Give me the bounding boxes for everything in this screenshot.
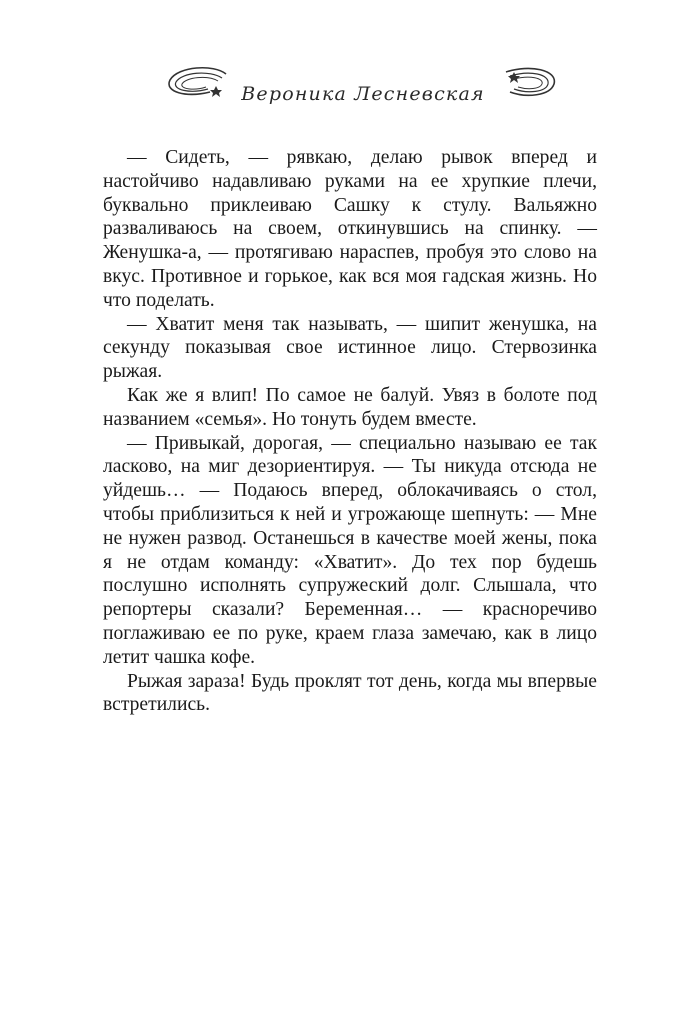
swirl-star-icon: [500, 66, 560, 102]
paragraph: — Хватит меня так называть, — шипит женушка, на секунду показывая свое истинное лицо. Стервозинка рыжая.: [103, 313, 597, 383]
swirl-star-icon: [164, 66, 234, 102]
body-text: [103, 146, 597, 717]
paragraph: Как же я влип! По самое не балуй. Увяз в болоте под названием «семья». Но тонуть будем вместе.: [103, 384, 597, 430]
author-name: Вероника Лесневская: [241, 83, 485, 105]
paragraph: — Привыкай, дорогая, — специально называю ее так ласково, на миг дезориентируя. — Ты никуда отсюда не уйдешь… — Подаюсь вперед, облокачиваясь о стол, чтобы приблизиться к ней и угрожающе шепнуть: — Мне не нужен развод. Останешься в качестве моей жены, пока я не отдам команду: «Хватит». До тех пор будешь послушно исполнять супружеский долг. Слышала, что репортеры сказали? Беременная… — красноречиво поглаживаю ее по руке, краем глаза замечаю, как в лицо летит чашка кофе.: [103, 432, 597, 668]
running-header: [150, 66, 560, 126]
paragraph: Рыжая зараза! Будь проклят тот день, когда мы впервые встретились.: [103, 670, 597, 716]
paragraph: — Сидеть, — рявкаю, делаю рывок вперед и настойчиво надавливаю руками на ее хрупкие плечи, буквально приклеиваю Сашку к стулу. Вальяжно разваливаюсь на своем, откинувшись на спинку. — Женушка-а, — протягиваю нараспев, пробуя это слово на вкус. Противное и горькое, как вся моя гадская жизнь. Но что поделать.: [103, 147, 597, 311]
